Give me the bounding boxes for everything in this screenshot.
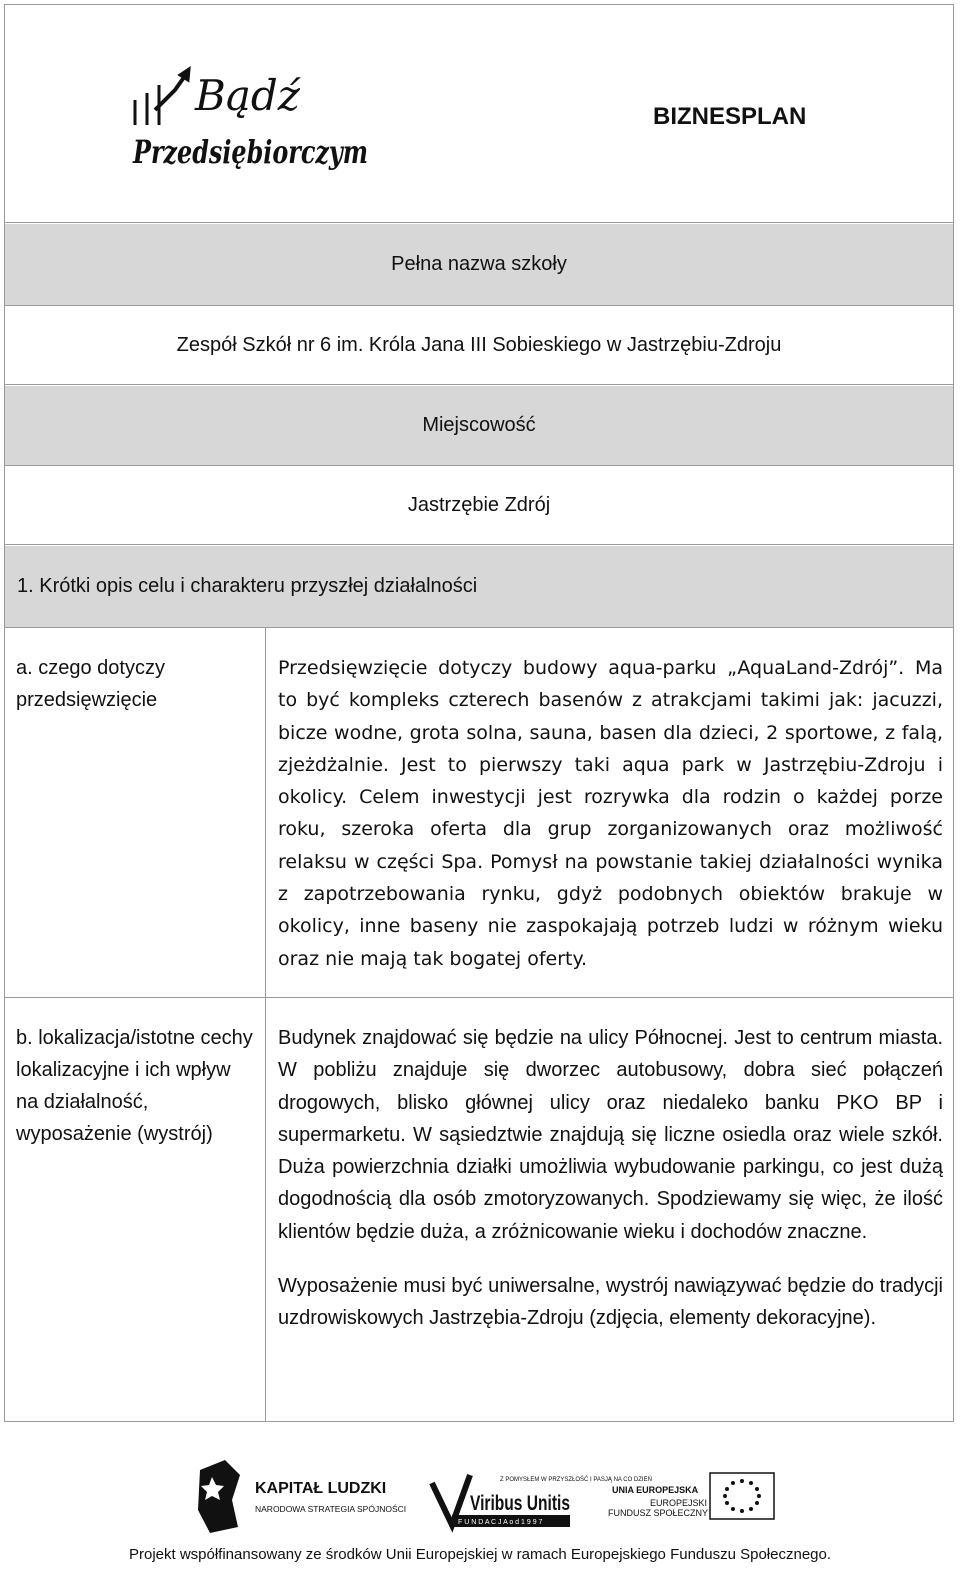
- logo-top-text: Bądź: [195, 71, 300, 120]
- viribus-unitis-logo: [432, 1475, 652, 1527]
- logo2-sub: F U N D A C J A o d 1 9 9 7: [458, 1519, 543, 1526]
- row-b-label-text: b. lokalizacja/istotne cechy lokalizacyjne i ich wpływ na działalność, wyposażenie (wystrój): [16, 1027, 253, 1145]
- row-b-content: [266, 1012, 953, 1412]
- logo2-title: Viribus Unitis: [470, 1492, 570, 1515]
- logo3-line1: UNIA EUROPEJSKA: [612, 1485, 699, 1495]
- row-b-paragraph-2: Wyposażenie musi być uniwersalne, wystrój nawiązywać będzie do tradycji uzdrowiskowych Jastrzębia-Zdroju (zdjęcia, elementy dekoracyjne).: [278, 1275, 943, 1330]
- location-value-row: [5, 467, 953, 545]
- row-a-label: [5, 642, 265, 992]
- row-a-label-text: a. czego dotyczy przedsięwzięcie: [16, 657, 165, 711]
- document-title: BIZNESPLAN: [653, 103, 807, 130]
- footer-logos-svg: [0, 1455, 960, 1535]
- row-divider: [5, 997, 953, 998]
- location-value: Jastrzębie Zdrój: [407, 494, 551, 516]
- logo3-line2: EUROPEJSKI: [650, 1498, 708, 1508]
- logo1-title: KAPITAŁ LUDZKI: [255, 1480, 387, 1497]
- footer-logos: [0, 1455, 960, 1535]
- school-label-row: [5, 224, 953, 306]
- row-b-paragraph-1: Budynek znajdować się będzie na ulicy Północnej. Jest to centrum miasta. W pobliżu znajduje się dworzec autobusowy, dobra sieć połączeń drogowych, blisko głównej ulicy oraz niedaleko banku PKO BP i supermarketu. W sąsiedztwie znajdują się liczne osiedla oraz wiele szkół. Duża powierzchnia działki umożliwia wybudowanie parkingu, co jest dużą dogodnością dla osób zmotoryzowanych. Spodziewamy się więc, że ilość klientów będzie duża, a zróżnicowanie wieku i dochodów znaczne.: [278, 1027, 943, 1243]
- section-title: 1. Krótki opis celu i charakteru przyszłej działalności: [17, 575, 478, 597]
- logo-bottom-text: Przedsiębiorczym: [132, 133, 368, 171]
- school-value: Zespół Szkół nr 6 im. Króla Jana III Sobieskiego w Jastrzębiu-Zdroju: [176, 334, 782, 356]
- school-label: Pełna nazwa szkoły: [391, 253, 567, 275]
- location-label: Miejscowość: [422, 414, 536, 436]
- column-divider: [265, 628, 266, 1421]
- row-a-paragraph: Przedsięwzięcie dotyczy budowy aqua-parku „AquaLand-Zdrój”. Ma to być kompleks czterech basenów z atrakcjami takimi jak: jacuzzi, bicze wodne, grota solna, sauna, basen dla dzieci, 2 sportowe, z falą, zjeżdżalnie. Jest to pierwszy taki aqua park w Jastrzębiu-Zdroju i okolicy. Celem inwestycji jest rozrywka dla rodzin o każdej porze roku, szeroka oferta dla grup zorganizowanych oraz możliwość relaksu w części Spa. Pomysł na powstanie takiej działalności wynika z zapotrzebowania rynku, gdyż podobnych obiektów brakuje w okolicy, inne baseny nie zaspokajają potrzeb ludzi w różnym wieku oraz nie mają tak bogatej oferty.: [278, 657, 943, 970]
- row-b-label: [5, 1012, 265, 1412]
- header: [5, 5, 953, 223]
- logo1-sub: NARODOWA STRATEGIA SPÓJNOŚCI: [255, 1504, 407, 1514]
- section-title-row: [5, 546, 953, 628]
- school-value-row: [5, 307, 953, 385]
- badz-przedsiebiorczym-logo: [125, 55, 375, 180]
- kapital-ludzki-logo: [198, 1460, 406, 1533]
- logo2-top: Z POMYSŁEM W PRZYSZŁOŚĆ I PASJĄ NA CO DZIEŃ: [500, 1477, 652, 1483]
- footer-note: Projekt współfinansowany ze środków Unii Europejskiej w ramach Europejskiego Funduszu Społecznego.: [128, 1546, 832, 1563]
- logo3-line3: FUNDUSZ SPOŁECZNY: [608, 1508, 709, 1518]
- row-a-content: [266, 642, 953, 992]
- location-label-row: [5, 386, 953, 466]
